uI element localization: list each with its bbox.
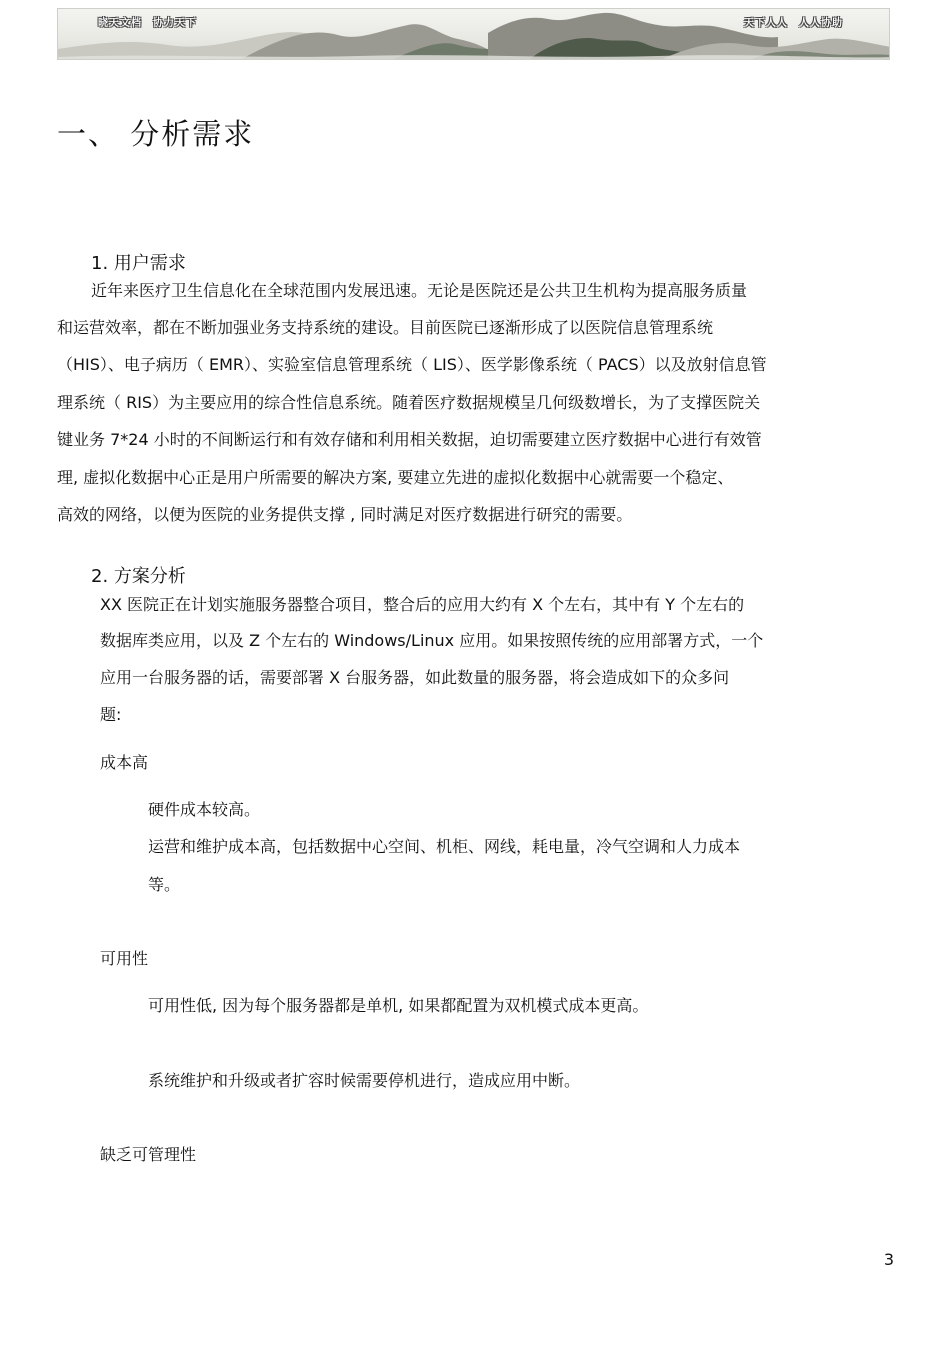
paragraph-line: 应用一台服务器的话，需要部署 X 台服务器，如此数量的服务器，将会造成如下的众多问 bbox=[100, 668, 730, 687]
paragraph-line: 理系统（ RIS）为主要应用的综合性信息系统。随着医疗数据规模呈几何级数增长，为了支撑医院关 bbox=[57, 393, 761, 412]
section1-title: 1. 用户需求 bbox=[91, 253, 186, 274]
list-item-continuation: 等。 bbox=[148, 875, 181, 894]
list-item: 系统维护和升级或者扩容时候需要停机进行，造成应用中断。 bbox=[148, 1071, 581, 1090]
header-banner bbox=[57, 8, 890, 60]
paragraph-line: 数据库类应用，以及 Z 个左右的 Windows/Linux 应用。如果按照传统的应用部署方式，一个 bbox=[100, 631, 764, 650]
list-item: 运营和维护成本高，包括数据中心空间、机柜、网线，耗电量，冷气空调和人力成本 bbox=[148, 837, 741, 856]
page-number: 3 bbox=[883, 1250, 894, 1269]
paragraph-line: 和运营效率，都在不断加强业务支持系统的建设。目前医院已逐渐形成了以医院信息管理系统 bbox=[57, 318, 714, 337]
paragraph-line: 键业务 7*24 小时的不间断运行和有效存储和利用相关数据，迫切需要建立医疗数据中心进行有效管 bbox=[57, 430, 762, 449]
list-item: 硬件成本较高。 bbox=[148, 800, 261, 819]
section2-title: 2. 方案分析 bbox=[91, 566, 186, 587]
list-item: 可用性低, 因为每个服务器都是单机, 如果都配置为双机模式成本更高。 bbox=[148, 996, 649, 1015]
paragraph-line: 题: bbox=[100, 705, 122, 724]
paragraph-line: （HIS）、电子病历（ EMR）、实验室信息管理系统（ LIS）、医学影像系统（ PACS）以及放射信息管 bbox=[57, 355, 767, 374]
banner-right-text: 天下人人 人人协助 bbox=[744, 18, 843, 29]
manageability-title: 缺乏可管理性 bbox=[100, 1145, 197, 1164]
page-heading: 一、 分析需求 bbox=[57, 117, 255, 151]
availability-title: 可用性 bbox=[100, 949, 149, 968]
banner-left-text: 晓天文档 协力天下 bbox=[98, 18, 197, 29]
paragraph-line: 理, 虚拟化数据中心正是用户所需要的解决方案, 要建立先进的虚拟化数据中心就需要一个稳定、 bbox=[57, 468, 734, 487]
paragraph-line: XX 医院正在计划实施服务器整合项目，整合后的应用大约有 X 个左右，其中有 Y 个左右的 bbox=[100, 595, 745, 614]
cost-title: 成本高 bbox=[100, 753, 149, 772]
paragraph-line: 高效的网络，以便为医院的业务提供支撑 , 同时满足对医疗数据进行研究的需要。 bbox=[57, 505, 633, 524]
paragraph-line: 近年来医疗卫生信息化在全球范围内发展迅速。无论是医院还是公共卫生机构为提高服务质量 bbox=[91, 281, 748, 300]
